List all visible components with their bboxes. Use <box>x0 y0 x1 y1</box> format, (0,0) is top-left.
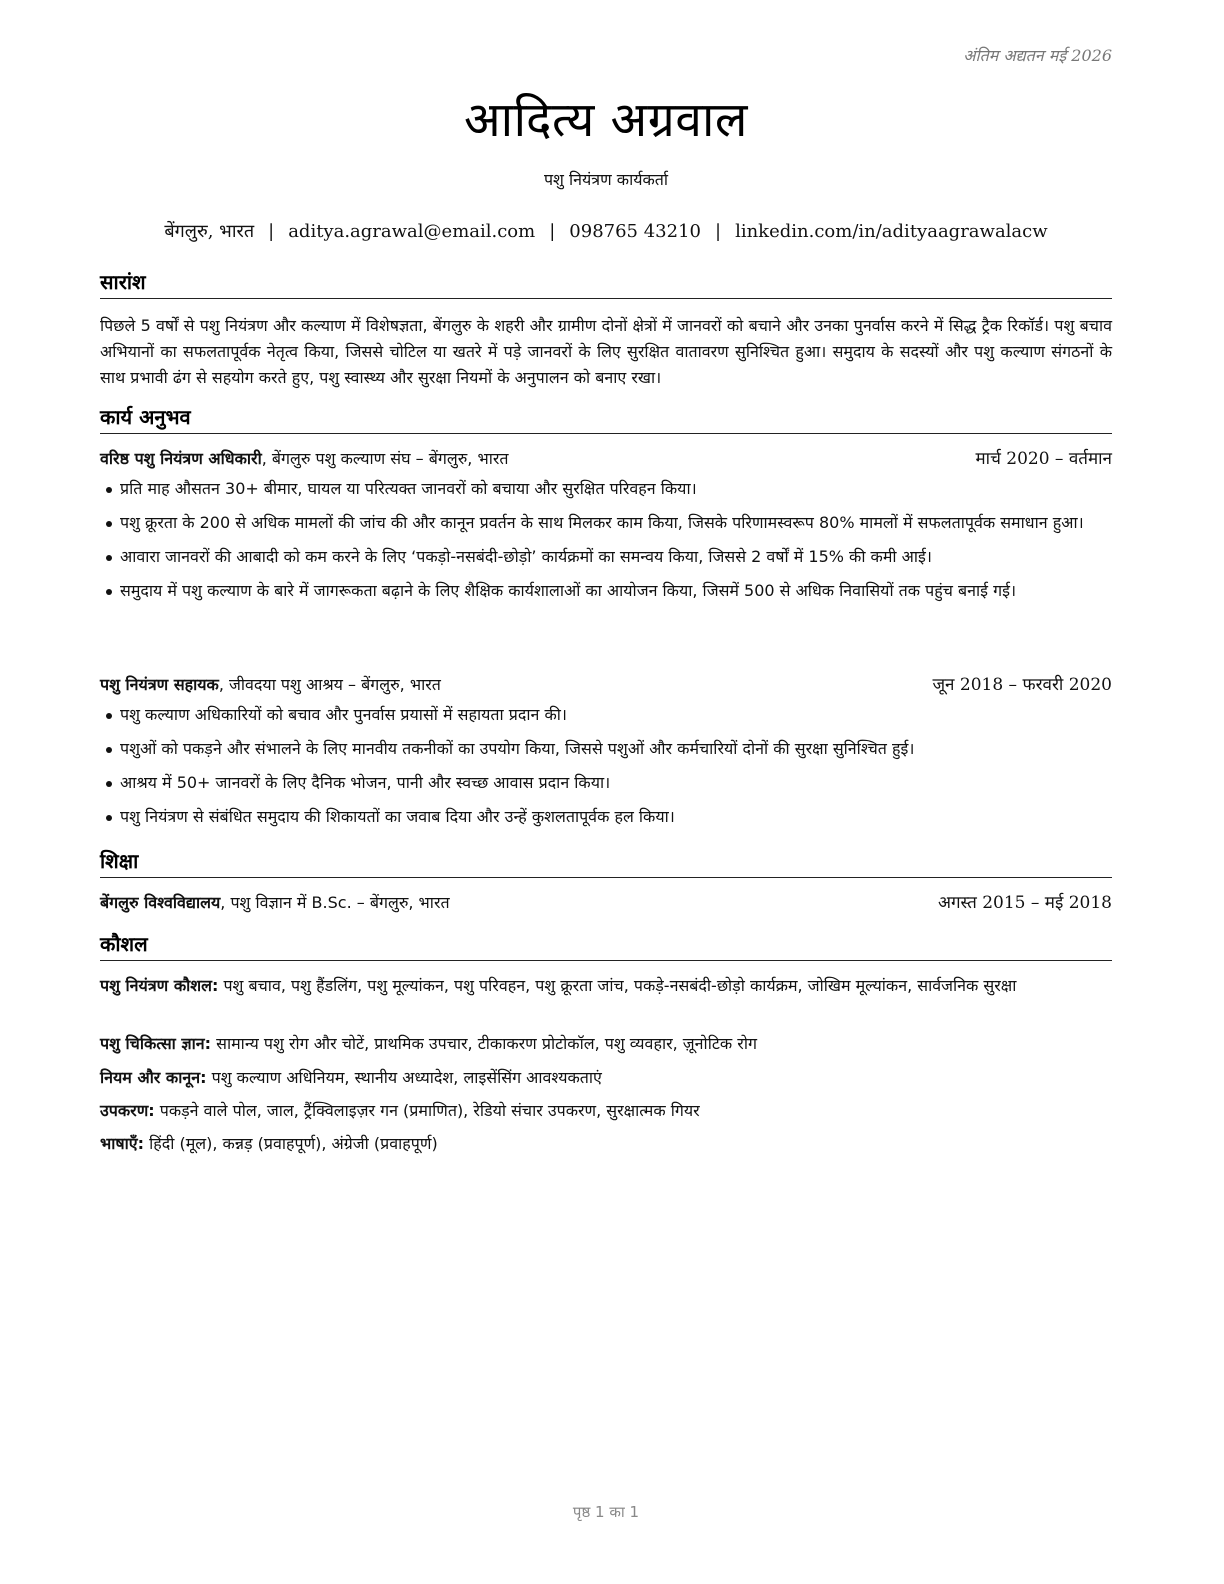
skill-line <box>100 1032 1112 1056</box>
skill-label: भाषाएँ: <box>100 1134 145 1153</box>
education-school: बेंगलुरु विश्वविद्यालय <box>100 893 221 912</box>
skill-line <box>100 1066 1112 1090</box>
education-dates: अगस्त 2015 – मई 2018 <box>937 893 1112 913</box>
skill-label: उपकरण: <box>100 1101 155 1120</box>
contact-email[interactable]: aditya.agrawal@email.com <box>288 221 536 242</box>
separator: | <box>268 221 275 242</box>
contact-location: बेंगलुरु, भारत <box>164 221 255 242</box>
list-item: पशु कल्याण अधिकारियों को बचाव और पुनर्वास प्रयासों में सहायता प्रदान की। <box>100 703 1112 727</box>
candidate-name: आदित्य अग्रवाल <box>464 92 748 148</box>
page-number: पृष्ठ 1 का 1 <box>572 1503 640 1521</box>
skill-line <box>100 974 1112 998</box>
section-heading-skills: कौशल <box>100 930 1112 961</box>
last-updated: अंतिम अद्यतन मई 2026 <box>963 46 1112 65</box>
contact-phone: 098765 43210 <box>569 221 701 242</box>
skill-value: पशु बचाव, पशु हैंडलिंग, पशु मूल्यांकन, पशु परिवहन, पशु क्रूरता जांच, पकड़े-नसबंदी-छोड़ो कार्यक्रम, जोखिम मूल्यांकन, सार्वजनिक सुरक्षा <box>218 976 1017 995</box>
separator: | <box>715 221 722 242</box>
job-role: पशु नियंत्रण सहायक <box>100 675 219 694</box>
section-heading-summary: सारांश <box>100 268 1112 299</box>
skill-value: हिंदी (मूल), कन्नड़ (प्रवाहपूर्ण), अंग्रेजी (प्रवाहपूर्ण) <box>144 1134 438 1153</box>
skill-line <box>100 1132 1112 1156</box>
job-role: वरिष्ठ पशु नियंत्रण अधिकारी <box>100 449 262 468</box>
skill-label: पशु चिकित्सा ज्ञान: <box>100 1034 212 1053</box>
education-org-line <box>100 891 450 915</box>
job-bullets <box>100 477 1112 603</box>
job-org-line <box>100 673 441 697</box>
separator: | <box>549 221 556 242</box>
list-item: समुदाय में पशु कल्याण के बारे में जागरूकता बढ़ाने के लिए शैक्षिक कार्यशालाओं का आयोजन किया, जिसमें 500 से अधिक निवासियों तक पहुंच बनाई गई। <box>100 579 1112 603</box>
section-heading-experience: कार्य अनुभव <box>100 403 1112 434</box>
skill-line <box>100 1099 1112 1123</box>
job-bullets <box>100 703 1112 829</box>
job-org: , जीवदया पशु आश्रय – बेंगलुरु, भारत <box>218 675 441 694</box>
education-detail: , पशु विज्ञान में B.Sc. – बेंगलुरु, भारत <box>220 893 450 912</box>
job-dates: मार्च 2020 – वर्तमान <box>975 449 1112 469</box>
contact-line <box>100 219 1112 243</box>
job-org-line <box>100 447 509 471</box>
list-item: प्रति माह औसतन 30+ बीमार, घायल या परित्यक्त जानवरों को बचाया और सुरक्षित परिवहन किया। <box>100 477 1112 501</box>
job-title: पशु नियंत्रण कार्यकर्ता <box>543 170 669 189</box>
list-item: आश्रय में 50+ जानवरों के लिए दैनिक भोजन, पानी और स्वच्छ आवास प्रदान किया। <box>100 771 1112 795</box>
job-header <box>100 673 1112 697</box>
skill-label: नियम और कानून: <box>100 1068 207 1087</box>
skill-value: पकड़ने वाले पोल, जाल, ट्रैंक्विलाइज़र गन (प्रमाणित), रेडियो संचार उपकरण, सुरक्षात्मक गियर <box>154 1101 700 1120</box>
list-item: पशु नियंत्रण से संबंधित समुदाय की शिकायतों का जवाब दिया और उन्हें कुशलतापूर्वक हल किया। <box>100 805 1112 829</box>
resume-page <box>100 0 1112 1584</box>
list-item: आवारा जानवरों की आबादी को कम करने के लिए ‘पकड़ो-नसबंदी-छोड़ो’ कार्यक्रमों का समन्वय किया, जिससे 2 वर्षों में 15% की कमी आई। <box>100 545 1112 569</box>
job-header <box>100 447 1112 471</box>
list-item: पशुओं को पकड़ने और संभालने के लिए मानवीय तकनीकों का उपयोग किया, जिससे पशुओं और कर्मचारियों दोनों की सुरक्षा सुनिश्चित हुई। <box>100 737 1112 761</box>
section-heading-education: शिक्षा <box>100 847 1112 878</box>
job-dates: जून 2018 – फरवरी 2020 <box>932 675 1112 695</box>
skill-label: पशु नियंत्रण कौशल: <box>100 976 219 995</box>
summary-text: पिछले 5 वर्षों से पशु नियंत्रण और कल्याण में विशेषज्ञता, बेंगलुरु के शहरी और ग्रामीण दोनों क्षेत्रों में जानवरों को बचाने और उनका पुनर्वास करने में सिद्ध ट्रैक रिकॉर्ड। पशु बचाव अभियानों का सफलतापूर्वक नेतृत्व किया, जिससे चोटिल या खतरे में पड़े जानवरों के लिए सुरक्षित वातावरण सुनिश्चित हुआ। समुदाय के सदस्यों और पशु कल्याण संगठनों के साथ प्रभावी ढंग से सहयोग करते हुए, पशु स्वास्थ्य और सुरक्षा नियमों के अनुपालन को बनाए रखा। <box>100 316 1112 387</box>
list-item: पशु क्रूरता के 200 से अधिक मामलों की जांच की और कानून प्रवर्तन के साथ मिलकर काम किया, जिसके परिणामस्वरूप 80% मामलों में सफलतापूर्वक समाधान हुआ। <box>100 511 1112 535</box>
skill-value: पशु कल्याण अधिनियम, स्थानीय अध्यादेश, लाइसेंसिंग आवश्यकताएं <box>206 1068 602 1087</box>
job-org: , बेंगलुरु पशु कल्याण संघ – बेंगलुरु, भारत <box>261 449 509 468</box>
contact-linkedin[interactable]: linkedin.com/in/adityaagrawalacw <box>735 221 1048 242</box>
skill-value: सामान्य पशु रोग और चोटें, प्राथमिक उपचार, टीकाकरण प्रोटोकॉल, पशु व्यवहार, ज़ूनोटिक रोग <box>211 1034 757 1053</box>
education-line <box>100 891 1112 915</box>
